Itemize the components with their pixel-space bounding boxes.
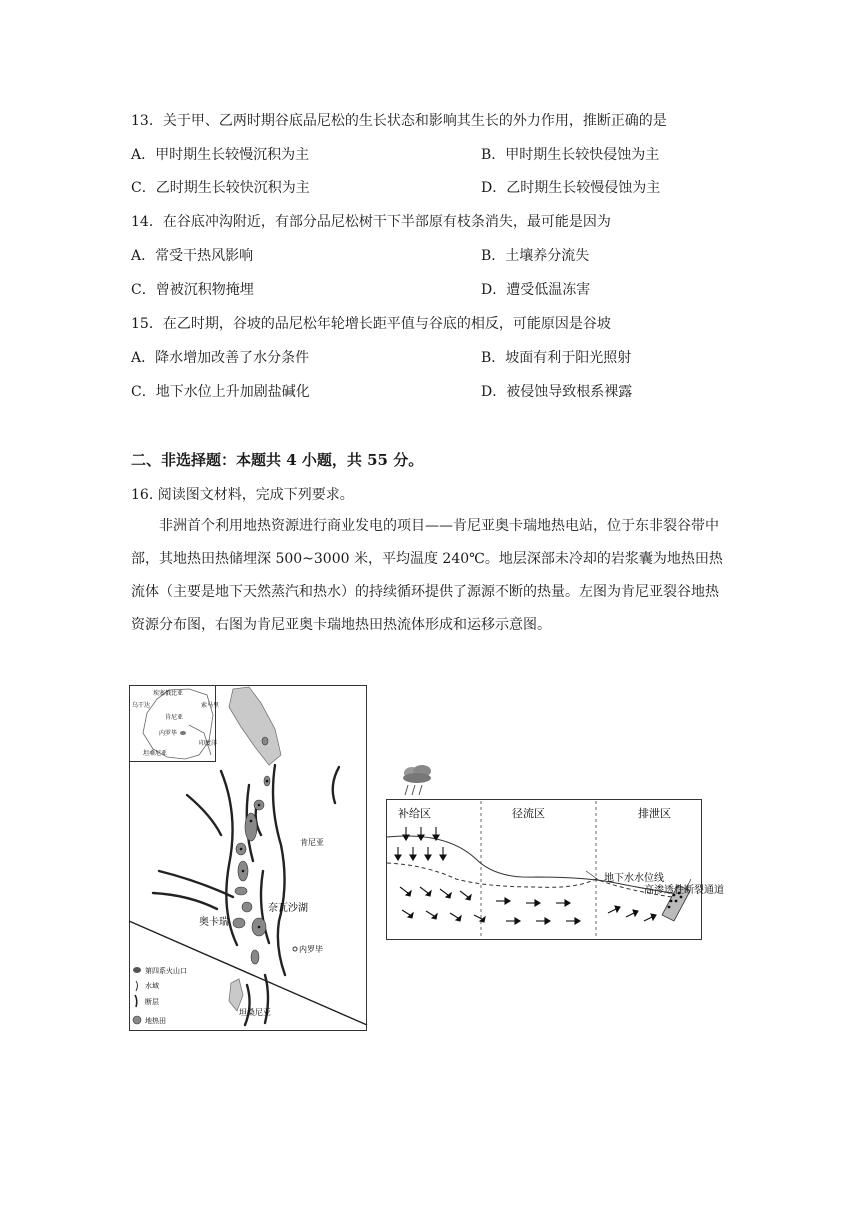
question-15-stem: 15．在乙时期，谷坡的品尼松年轮增长距平值与谷底的相反，可能原因是谷坡: [131, 316, 611, 332]
label-naivasha: 奈瓦沙湖: [268, 903, 308, 914]
question-15-option-a: A．降水增加改善了水分条件: [131, 350, 310, 366]
volcano-marker: [258, 804, 261, 807]
geothermal-field: [251, 950, 259, 964]
zone-runoff: 径流区: [512, 807, 545, 820]
volcano-marker: [266, 780, 269, 783]
question-14-option-d: D．遭受低温冻害: [481, 282, 591, 298]
geothermal-field: [242, 902, 252, 912]
question-15-option-d: D．被侵蚀导致根系裸露: [481, 384, 633, 400]
label-tanzania: 坦桑尼亚: [239, 1008, 271, 1017]
question-13-stem: 13．关于甲、乙两时期谷底品尼松的生长状态和影响其生长的外力作用，推断正确的是: [131, 113, 667, 129]
question-13-option-a: A．甲时期生长较慢沉积为主: [131, 147, 310, 163]
question-14-stem: 14．在谷底冲沟附近，有部分品尼松树干下半部原有枝条消失，最可能是因为: [131, 214, 611, 230]
question-14-option-b: B．土壤养分流失: [481, 248, 590, 264]
question-16-material: 非洲首个利用地热资源进行商业发电的项目——肯尼亚奥卡瑞地热电站，位于东非裂谷带中部，其地热田热储埋深 500~3000 米，平均温度 240℃。地层深部未冷却的岩浆囊为地热田热流体（主要是地下天然蒸汽和热水）的持续循环提供了源源不断的热量。左图为肯尼亚裂谷地热资源分布图，右图为肯尼亚奥卡瑞地热田热流体形成和运移示意图。: [131, 518, 723, 633]
inset-map: [130, 686, 220, 762]
zone-recharge: 补给区: [398, 807, 431, 820]
kenya-rift-geothermal-map: [129, 685, 367, 1031]
label-nairobi: 内罗毕: [299, 945, 323, 954]
legend-geothermal: 地热田: [145, 1017, 166, 1025]
legend-water: 水域: [145, 982, 159, 990]
question-13-option-d: D．乙时期生长较慢侵蚀为主: [481, 180, 661, 196]
volcano-marker: [258, 926, 261, 929]
zone-discharge: 排泄区: [638, 807, 671, 820]
inset-label-kenya: 肯尼亚: [165, 714, 184, 721]
volcano-marker: [250, 820, 253, 823]
geothermal-field: [245, 813, 257, 841]
question-14-option-a: A．常受干热风影响: [131, 248, 254, 264]
question-14-option-c: C．曾被沉积物掩埋: [131, 282, 254, 298]
question-15-option-b: B．坡面有利于阳光照射: [481, 350, 632, 366]
legend-fault: 断层: [145, 998, 159, 1006]
label-water-table: 地下水水位线: [604, 873, 664, 884]
rain-cloud-icon: [403, 765, 431, 795]
question-13-option-b: B．甲时期生长较快侵蚀为主: [481, 147, 660, 163]
label-okaria: 奥卡瑞: [199, 917, 229, 928]
inset-label-indian-ocean: 印度洋: [199, 740, 218, 747]
inset-label-nairobi: 内罗毕: [159, 730, 178, 737]
inset-label-tanzania: 坦桑尼亚: [143, 750, 168, 757]
question-13-option-c: C．乙时期生长较快沉积为主: [131, 180, 310, 196]
label-fault-channel: 高渗透性断裂通道: [644, 885, 724, 896]
inset-label-uganda: 乌干达: [132, 702, 151, 709]
geothermal-field: [262, 737, 268, 745]
volcano-marker: [242, 870, 245, 873]
question-15-option-c: C．地下水位上升加剧盐碱化: [131, 384, 310, 400]
legend-volcano: 第四系火山口: [145, 967, 187, 975]
geothermal-fluid-diagram: [386, 765, 724, 945]
geothermal-field: [233, 918, 245, 928]
volcano-marker: [240, 848, 243, 851]
geothermal-field: [235, 887, 247, 895]
section-2-heading: 二、非选择题：本题共 4 小题，共 55 分。: [131, 451, 424, 469]
label-kenya: 肯尼亚: [300, 838, 324, 847]
inset-label-somalia: 索马里: [201, 702, 220, 709]
question-16-intro: 16. 阅读图文材料，完成下列要求。: [131, 487, 354, 503]
inset-label-ethiopia: 埃塞俄比亚: [153, 690, 184, 697]
